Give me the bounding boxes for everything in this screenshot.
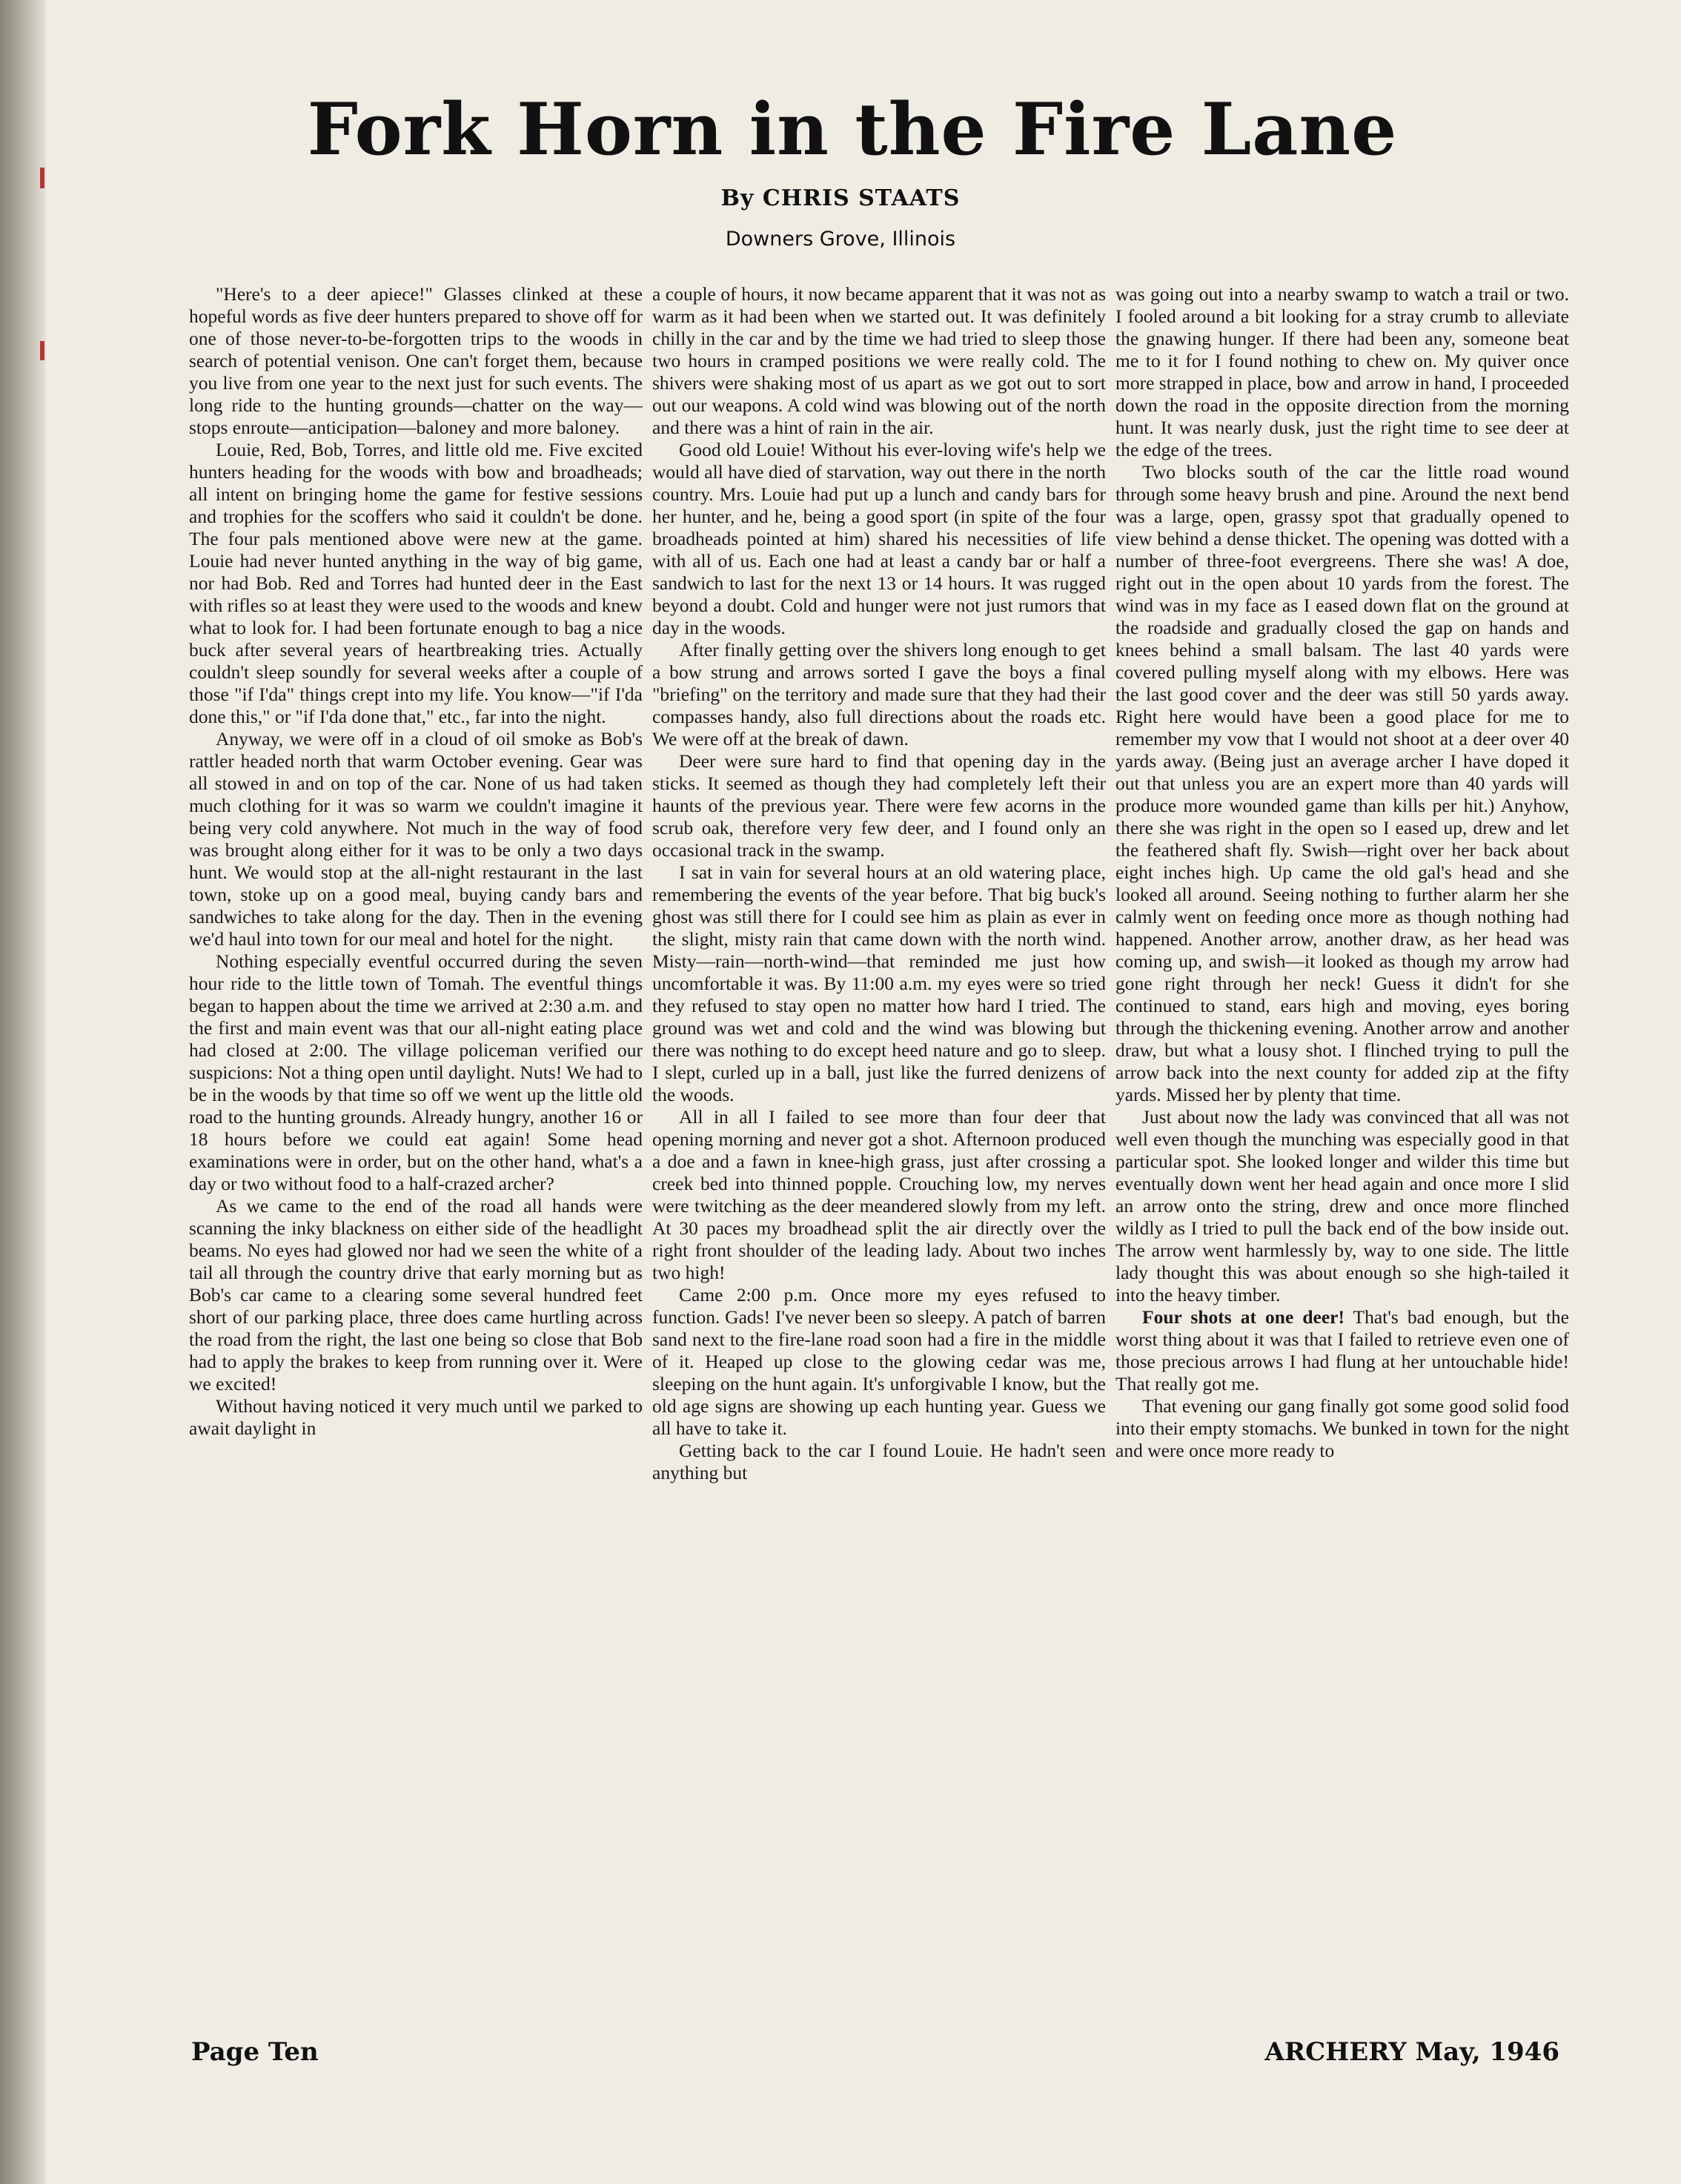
paragraph: Came 2:00 p.m. Once more my eyes refused to function. Gads! I've never been so sleepy. A patch of barren sand next to the fire-lane road soon had a fire in the middle of it. Heaped up close to the glowing cedar was me, sleeping on the hunt again. It's unforgivable I know, but the old age signs are showing up each hunting year. Guess we all have to take it. — [652, 1284, 1106, 1439]
paragraph: Just about now the lady was convinced that all was not well even though the munching was especially good in that particular spot. She looked longer and wilder this time but eventually down went her head again and once more I slid an arrow onto the string, drew and once more flinched wildly as I tried to pull the back end of the bow inside out. The arrow went harmlessly by, way to one side. The little lady thought this was about enough so she high-tailed it into the heavy timber. — [1115, 1106, 1569, 1306]
paragraph: was going out into a nearby swamp to watch a trail or two. I fooled around a bit looking for a stray crumb to alleviate the gnawing hunger. If there had been any, someone beat me to it for I found nothing to chew on. My quiver once more strapped in place, bow and arrow in hand, I proceeded down the road in the opposite direction from the morning hunt. It was nearly dusk, just the right time to see deer at the edge of the trees. — [1115, 283, 1569, 460]
text-column-3 — [1115, 283, 1569, 2016]
paragraph: Without having noticed it very much until we parked to await daylight in — [189, 1395, 643, 1439]
article-title: Fork Horn in the Fire Lane — [307, 87, 1398, 171]
paragraph: Good old Louie! Without his ever-loving wife's help we would all have died of starvation, way out there in the north country. Mrs. Louie had put up a lunch and candy bars for her hunter, and he, being a good sport (in spite of the four broadheads pointed at him) shared his necessities of life with all of us. Each one had at least a candy bar or half a sandwich to last for the next 13 or 14 hours. It was rugged beyond a doubt. Cold and hunger were not just rumors that day in the woods. — [652, 439, 1106, 638]
author-location: Downers Grove, Illinois — [725, 228, 956, 251]
bold-lead-in: Four shots at one deer! — [1142, 1306, 1345, 1328]
paragraph-text: That's bad enough, but the worst thing about it was that I failed to retrieve even one of those precious arrows I had flung at her untouchable hide! That really got me. — [1115, 1306, 1569, 1394]
text-column-1 — [189, 283, 643, 2016]
publication-issue: ARCHERY May, 1946 — [1264, 2037, 1559, 2067]
article-byline: By CHRIS STAATS — [720, 185, 961, 211]
page-binding-shadow — [0, 0, 46, 2184]
binding-mark — [40, 341, 44, 360]
text-column-2 — [652, 283, 1106, 2016]
paragraph: Louie, Red, Bob, Torres, and little old me. Five excited hunters heading for the woods with bow and broadheads; all intent on bringing home the game for festive sessions and trophies for the scoffers who said it couldn't be done. The four pals mentioned above were new at the game. Louie had never hunted anything in the way of big game, nor had Bob. Red and Torres had hunted deer in the East with rifles so at least they were used to the woods and knew what to look for. I had been fortunate enough to bag a nice buck after several years of heartbreaking tries. Actually couldn't sleep soundly for several weeks after a couple of those "if I'da" things crept into my life. You know—"if I'da done this," or "if I'da done that," etc., far into the night. — [189, 439, 643, 727]
paragraph: Anyway, we were off in a cloud of oil smoke as Bob's rattler headed north that warm October evening. Gear was all stowed in and on top of the car. None of us had taken much clothing for it was so warm we couldn't imagine it being very cold anywhere. Not much in the way of food was brought along either for it was to be only a two days hunt. We would stop at the all-night restaurant in the last town, stoke up on a good meal, buying candy bars and sandwiches to take along for the day. Then in the evening we'd haul into town for our meal and hotel for the night. — [189, 728, 643, 950]
page-number: Page Ten — [191, 2037, 319, 2067]
paragraph: a couple of hours, it now became apparent that it was not as warm as it had been when we started out. It was definitely chilly in the car and by the time we had tried to sleep those two hours in cramped positions we were really cold. The shivers were shaking most of us apart as we got out to sort out our weapons. A cold wind was blowing out of the north and there was a hint of rain in the air. — [652, 283, 1106, 438]
paragraph: After finally getting over the shivers long enough to get a bow strung and arrows sorted I gave the boys a final "briefing" on the territory and made sure that they had their compasses handy, also full directions about the roads etc. We were off at the break of dawn. — [652, 639, 1106, 749]
paragraph: I sat in vain for several hours at an old watering place, remembering the events of the year before. That big buck's ghost was still there for I could see him as plain as ever in the slight, misty rain that came down with the north wind. Misty—rain—north-wind—that reminded me just how uncomfortable it was. By 11:00 a.m. my eyes were so tried they refused to stay open no matter how hard I tried. The ground was wet and cold and the wind was blowing but there was nothing to do except heed nature and go to sleep. I slept, curled up in a ball, just like the furred denizens of the woods. — [652, 861, 1106, 1105]
paragraph: Two blocks south of the car the little road wound through some heavy brush and pine. Around the next bend was a large, open, grassy spot that gradually opened to view behind a dense thicket. The opening was dotted with a number of three-foot evergreens. There she was! A doe, right out in the open about 10 yards from the forest. The wind was in my face as I eased down flat on the ground at the roadside and gradually closed the gap on hands and knees behind a small balsam. The last 40 yards were covered pulling myself along with my elbows. Here was the last good cover and the deer was still 50 yards away. Right here would have been a good place for me to remember my vow that I would not shoot at a deer over 40 yards away. (Being just an average archer I have doped it out that unless you are an expert more than 40 yards will produce more wounded game than kills per hit.) Anyhow, there she was right in the open so I eased up, drew and let the feathered shaft fly. Swish—right over her back about eight inches high. Up came the old gal's head and she looked all around. Seeing nothing to further alarm her she calmly went on feeding once more as though nothing had happened. Another arrow, another draw, as her head was coming up, and swish—it looked as though my arrow had gone right through her neck! Guess it didn't for she continued to stand, ears high and moving, eyes boring through the thickening evening. Another arrow and another draw, but what a lousy shot. I flinched trying to pull the arrow back into the next county for added zip at the fifty yards. Missed her by plenty that time. — [1115, 461, 1569, 1105]
paragraph: Getting back to the car I found Louie. He hadn't seen anything but — [652, 1440, 1106, 1483]
paragraph — [1115, 1306, 1569, 1395]
paragraph: Nothing especially eventful occurred during the seven hour ride to the little town of Tomah. The eventful things began to happen about the time we arrived at 2:30 a.m. and the first and main event was that our all-night eating place had closed at 2:00. The village policeman verified our suspicions: Not a thing open until daylight. Nuts! We had to be in the woods by that time so off we went up the little old road to the hunting grounds. Already hungry, another 16 or 18 hours before we could eat again! Some head examinations were in order, but on the other hand, what's a day or two without food to a half-crazed archer? — [189, 950, 643, 1194]
paragraph: "Here's to a deer apiece!" Glasses clinked at these hopeful words as five deer hunters prepared to shove off for one of those never-to-be-forgotten trips to the woods in search of potential venison. One can't forget them, because you live from one year to the next just for such events. The long ride to the hunting grounds—chatter on the way—stops enroute—anticipation—baloney and more baloney. — [189, 283, 643, 438]
paragraph: Deer were sure hard to find that opening day in the sticks. It seemed as though they had completely left their haunts of the previous year. There were few acorns in the scrub oak, therefore very few deer, and I found only an occasional track in the swamp. — [652, 750, 1106, 861]
paragraph: As we came to the end of the road all hands were scanning the inky blackness on either side of the headlight beams. No eyes had glowed nor had we seen the white of a tail all through the country drive that early morning but as Bob's car came to a clearing some several hundred feet short of our parking place, three does came hurtling across the road from the right, the last one being so close that Bob had to apply the brakes to keep from running over it. Were we excited! — [189, 1195, 643, 1394]
paragraph: That evening our gang finally got some good solid food into their empty stomachs. We bunked in town for the night and were once more ready to — [1115, 1395, 1569, 1461]
paragraph: All in all I failed to see more than four deer that opening morning and never got a shot. Afternoon produced a doe and a fawn in knee-high grass, just after crossing a creek bed into thinned popple. Crouching low, my nerves were twitching as the deer meandered slowly from my left. At 30 paces my broadhead split the air directly over the right front shoulder of the leading lady. About two inches two high! — [652, 1106, 1106, 1283]
